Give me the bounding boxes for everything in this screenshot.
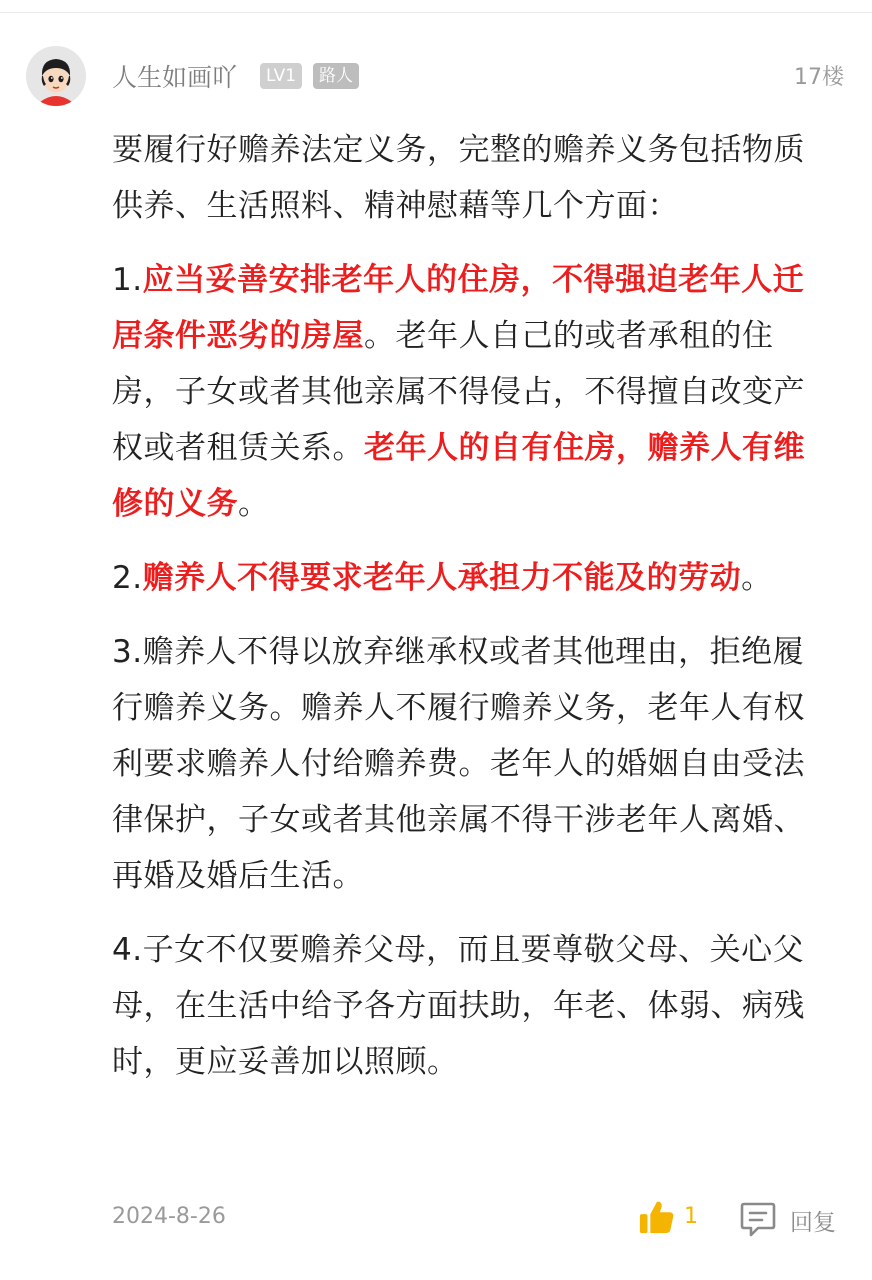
highlighted-text: 赡养人不得要求老年人承担力不能及的劳动: [142, 560, 742, 596]
post-header: [26, 46, 846, 106]
paragraph-item-3: [112, 624, 822, 904]
level-badge: LV1: [260, 63, 302, 89]
text-segment: 4.子女不仅要赡养父母，而且要尊敬父母、关心父母，在生活中给予各方面扶助，年老、体弱、病残时，更应妥善加以照顾。: [112, 932, 805, 1080]
user-name[interactable]: 人生如画吖: [112, 63, 238, 92]
highlighted-text: 应当妥善安排老年人的住房，不得强迫老年人迁居条件恶劣的房屋: [112, 262, 805, 354]
paragraph-item-4: [112, 922, 822, 1090]
text-segment: 2.: [112, 560, 143, 596]
text-segment: 。: [741, 560, 773, 596]
role-badge: 路人: [313, 63, 359, 89]
text-segment: 。: [238, 486, 270, 522]
text-segment: 要履行好赡养法定义务，完整的赡养义务包括物质供养、生活照料、精神慰藉等几个方面：: [112, 132, 805, 224]
post-body: [112, 122, 822, 1108]
like-count: 1: [684, 1204, 698, 1229]
post-footer: [112, 1196, 846, 1246]
paragraph-intro: [112, 122, 822, 234]
text-segment: 1.: [112, 262, 143, 298]
thumbs-up-icon[interactable]: [638, 1198, 676, 1236]
text-segment: 3.赡养人不得以放弃继承权或者其他理由，拒绝履行赡养义务。赡养人不履行赡养义务，老年人有权利要求赡养人付给赡养费。老年人的婚姻自由受法律保护，子女或者其他亲属不得干涉老年人离婚、再婚及婚后生活。: [112, 634, 805, 894]
highlighted-text: 老年人的自有住房，赡养人有维修的义务: [112, 430, 805, 522]
cartoon-avatar-icon: [26, 46, 86, 106]
top-divider: [0, 12, 872, 13]
text-segment: 。老年人自己的或者承租的住房，子女或者其他亲属不得侵占，不得擅自改变产权或者租赁关系。: [112, 318, 805, 466]
floor-number: 17楼: [794, 65, 844, 90]
reply-button[interactable]: 回复: [790, 1210, 836, 1236]
paragraph-item-2: [112, 550, 822, 606]
post-date: 2024-8-26: [112, 1204, 226, 1229]
avatar[interactable]: [26, 46, 86, 106]
paragraph-item-1: [112, 252, 822, 532]
comment-icon[interactable]: [740, 1200, 776, 1238]
